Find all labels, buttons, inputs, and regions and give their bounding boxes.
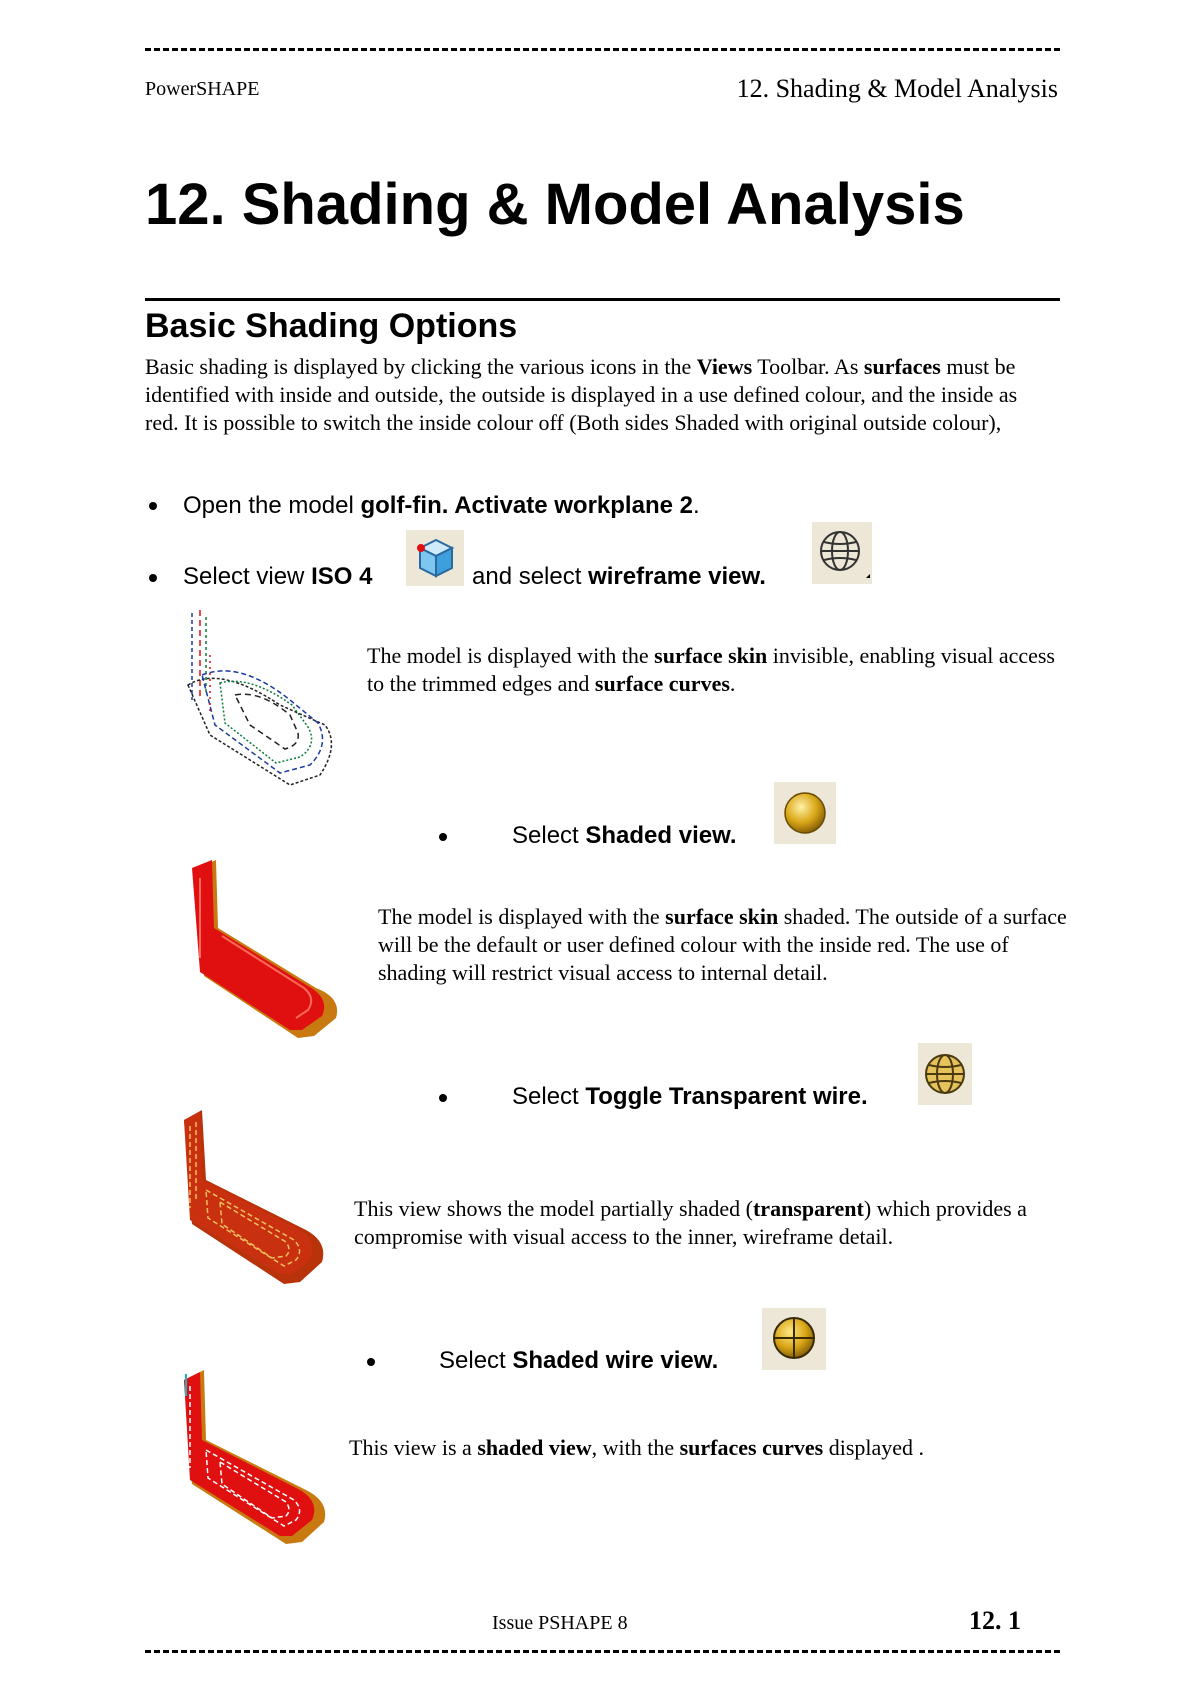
footer-rule	[145, 1650, 1060, 1653]
step-transparent-wire: Select Toggle Transparent wire.	[512, 1083, 868, 1110]
shaded-sphere-icon[interactable]	[774, 782, 836, 844]
wireframe-model-image	[180, 605, 340, 790]
step-wireframe-text: and select wireframe view.	[472, 563, 766, 590]
transparent-model-image	[176, 1106, 336, 1291]
step-shaded-wire: Select Shaded wire view.	[439, 1347, 719, 1374]
transparent-description: This view shows the model partially shaded (transparent) which provides a compromise with visual access to the inner, wireframe detail.	[354, 1196, 1027, 1249]
header-right: 12. Shading & Model Analysis	[736, 74, 1058, 103]
section-rule	[145, 298, 1060, 301]
iso-cube-icon[interactable]	[406, 530, 464, 586]
bullet-dot	[439, 1094, 447, 1102]
wireframe-globe-icon[interactable]	[812, 522, 872, 584]
header-left: PowerSHAPE	[145, 78, 260, 100]
page-number: 12. 1	[969, 1606, 1021, 1635]
bullet-dot	[149, 502, 157, 510]
shaded-wire-globe-icon[interactable]	[762, 1308, 826, 1370]
bullet-dot	[149, 574, 157, 582]
shaded-wire-description: This view is a shaded view, with the surfaces curves displayed .	[349, 1435, 925, 1460]
step-shaded-view: Select Shaded view.	[512, 822, 737, 849]
section-heading: Basic Shading Options	[145, 307, 518, 345]
intro-paragraph: Basic shading is displayed by clicking the various icons in the Views Toolbar. As surfaces must be identified with inside and outside, the outside is displayed in a use defined colour, and the inside as red. It is possible to switch the inside colour off (Both sides Shaded with original outside colour),	[145, 354, 1018, 435]
bullet-dot	[439, 833, 447, 841]
shaded-wire-model-image	[176, 1366, 336, 1551]
transparent-wire-globe-icon[interactable]	[918, 1043, 972, 1105]
step-iso-view: Select view ISO 4	[183, 563, 373, 590]
footer-issue: Issue PSHAPE 8	[492, 1612, 628, 1634]
shaded-model-image	[186, 858, 346, 1043]
shaded-description: The model is displayed with the surface skin shaded. The outside of a surface will be the default or user defined colour with the inside red. The use of shading will restrict visual access to internal detail.	[378, 904, 1067, 985]
step-open-model: Open the model golf-fin. Activate workplane 2.	[183, 492, 700, 519]
header-rule	[145, 48, 1060, 51]
chapter-title: 12. Shading & Model Analysis	[145, 172, 965, 237]
wireframe-description: The model is displayed with the surface skin invisible, enabling visual access to the trimmed edges and surface curves.	[367, 643, 1055, 696]
bullet-dot	[367, 1358, 375, 1366]
